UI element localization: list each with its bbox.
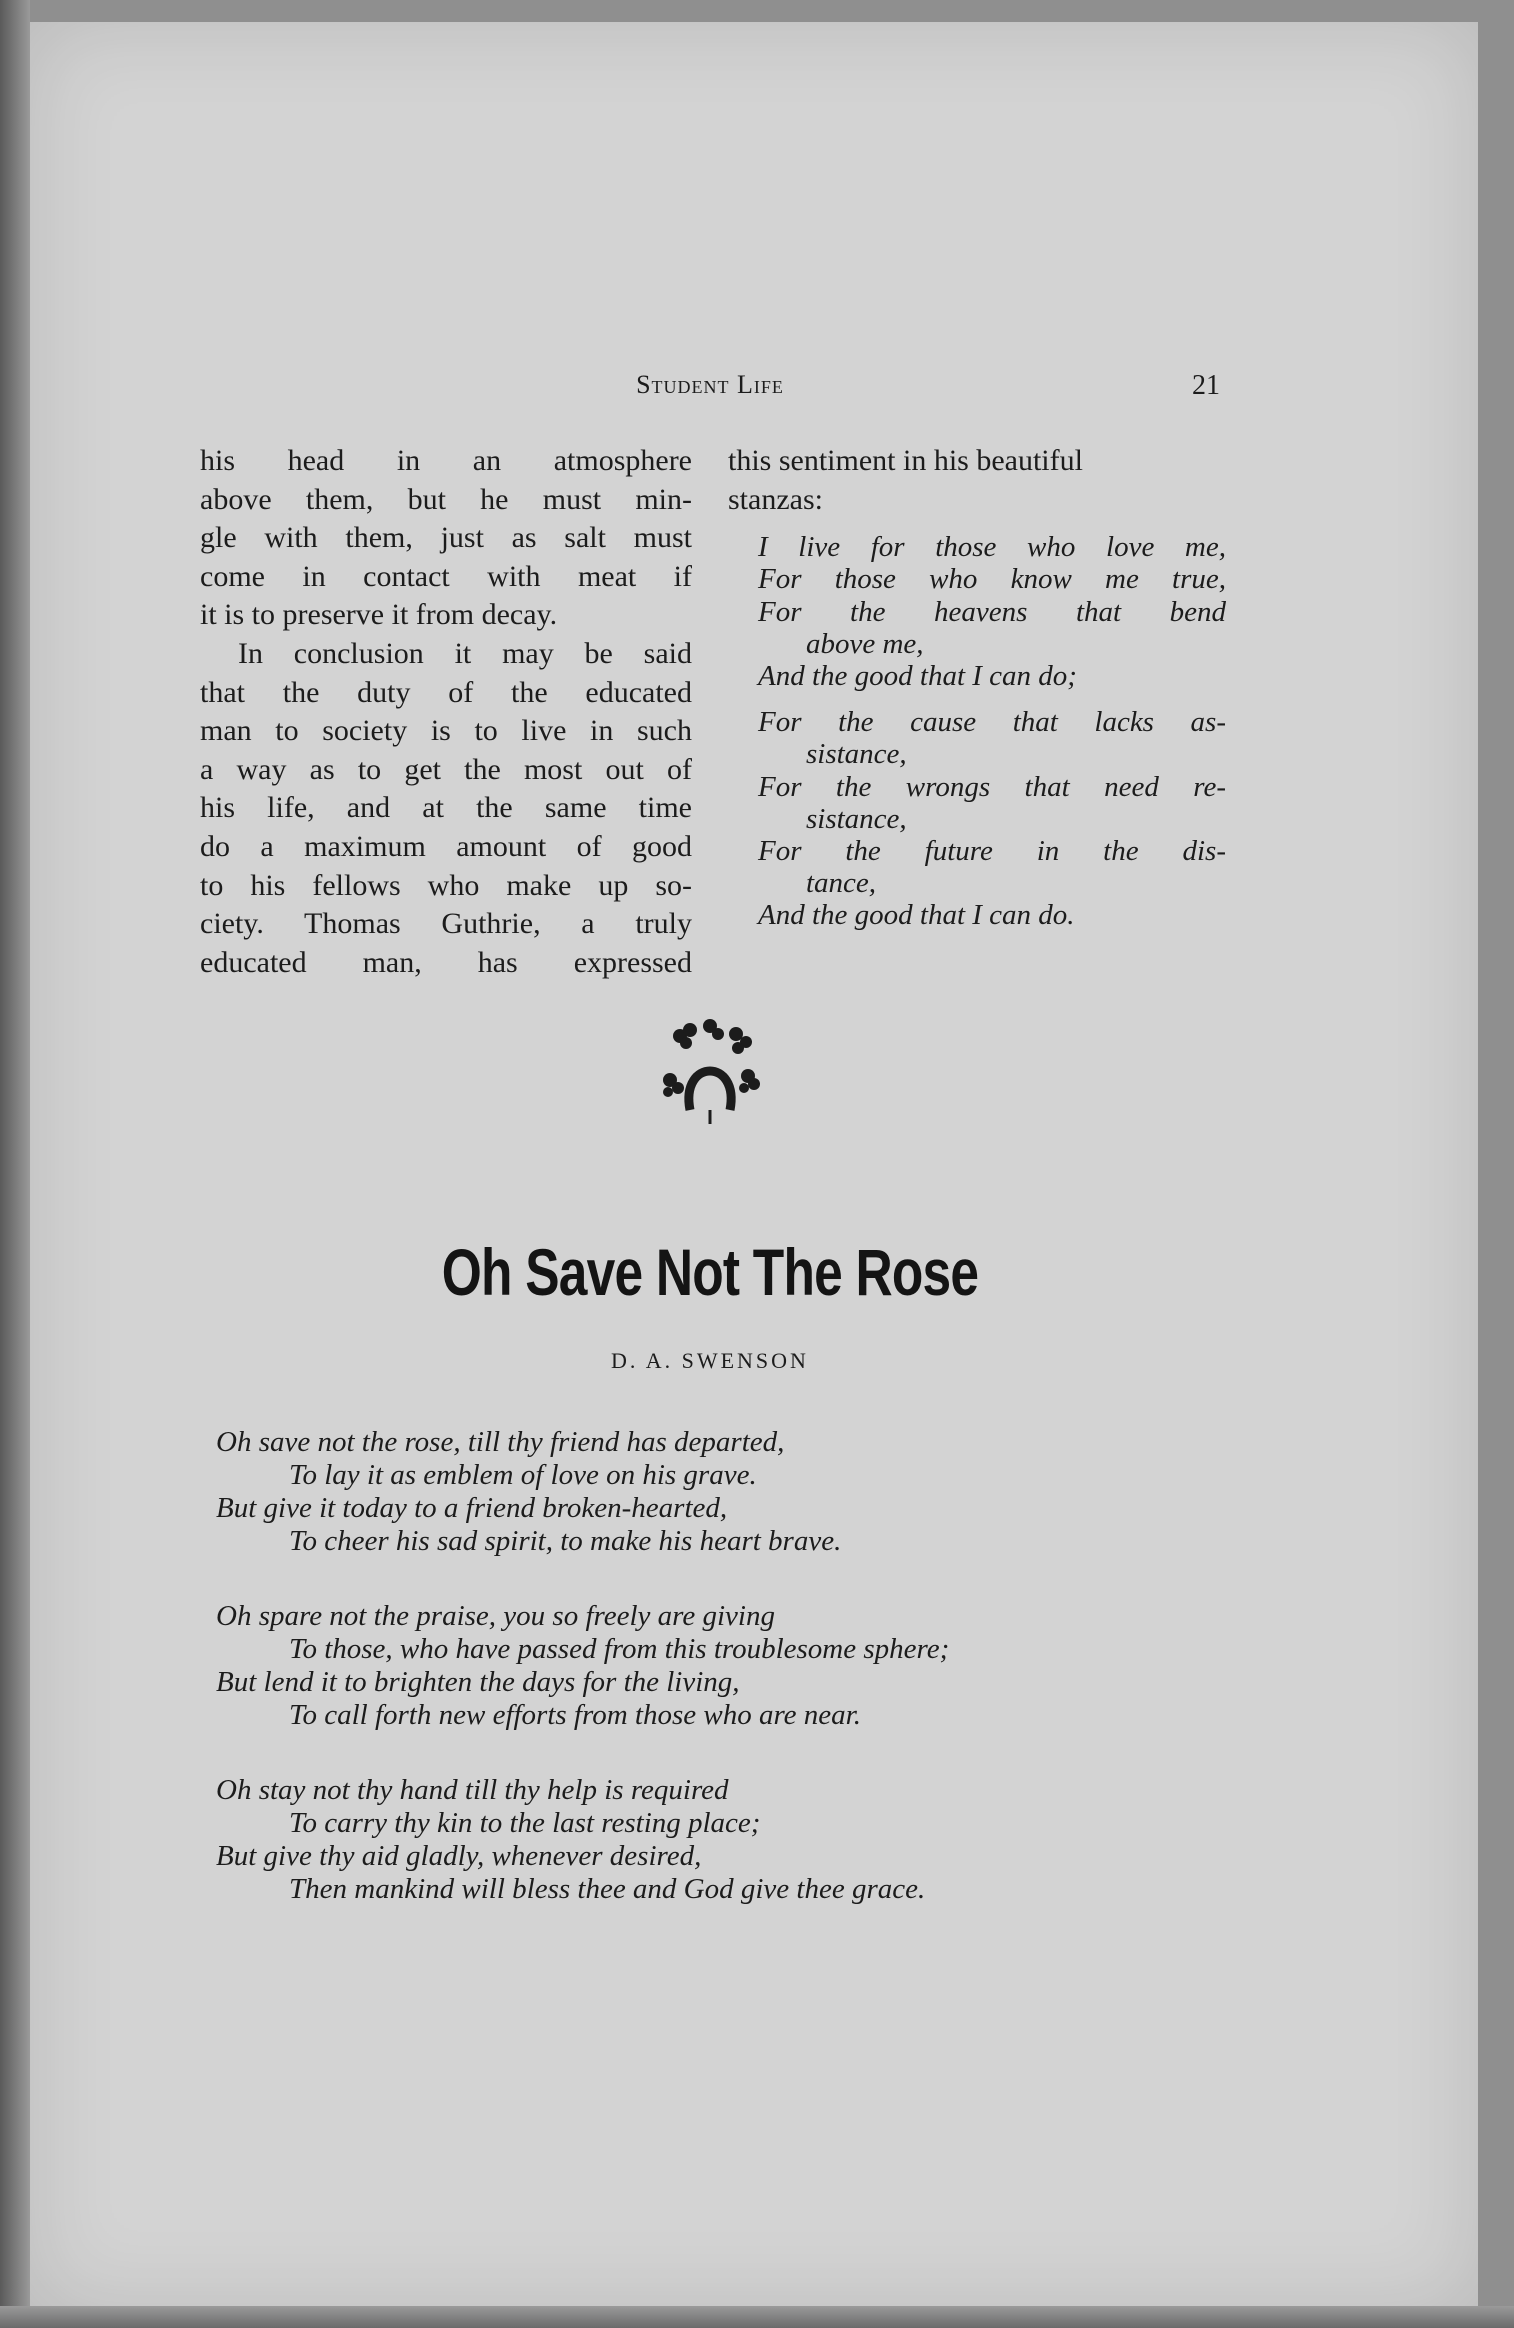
verse-line: But lend it to brighten the days for the living, (216, 1666, 740, 1698)
verse-line: Oh save not the rose, till thy friend has departed, (216, 1426, 785, 1458)
poem-body (216, 1426, 1216, 1948)
verse-line: Oh spare not the praise, you so freely are giving (216, 1600, 775, 1632)
text-line: In conclusion it may be said (238, 636, 692, 670)
stanza-line: tance, (806, 867, 877, 900)
text-line: educated man, has expressed (200, 945, 692, 979)
text-line: his head in an atmosphere (200, 444, 692, 477)
verse-line: To carry thy kin to the last resting place; (289, 1807, 761, 1839)
running-header (200, 370, 1220, 410)
verse-line: To those, who have passed from this troublesome sphere; (289, 1633, 950, 1665)
verse-line: But give it today to a friend broken-hearted, (216, 1492, 728, 1524)
poem-verse-1 (216, 1426, 1216, 1558)
scan-edge-left (0, 0, 30, 2328)
text-line: come in contact with meat if (200, 559, 692, 593)
text-line: it is to preserve it from decay. (200, 598, 558, 632)
intro-text (728, 442, 1226, 519)
verse-line: To lay it as emblem of love on his grave. (289, 1459, 757, 1491)
text-line: stanzas: (728, 482, 823, 516)
stanza-line: sistance, (806, 738, 907, 771)
quoted-stanza-1 (758, 531, 1226, 692)
right-column (728, 442, 1226, 946)
poem-author: D. A. SWENSON (611, 1348, 809, 1373)
page-sheet (30, 22, 1478, 2312)
text-line: a way as to get the most out of (200, 752, 692, 786)
verse-line: Oh stay not thy hand till thy help is required (216, 1774, 729, 1806)
text-line: this sentiment in his beautiful (728, 444, 1083, 477)
text-line: above them, but he must min- (200, 482, 692, 516)
verse-line: To cheer his sad spirit, to make his heart brave. (289, 1525, 842, 1557)
stanza-line: I live for those who love me, (758, 531, 1226, 564)
running-title: Student Life (636, 370, 784, 399)
stanza-line: For the wrongs that need re- (758, 770, 1226, 803)
page-number: 21 (1192, 370, 1220, 401)
poem-verse-2 (216, 1600, 1216, 1732)
text-line: man to society is to live in such (200, 714, 692, 748)
text-line: that the duty of the educated (200, 675, 692, 709)
left-column (200, 442, 692, 982)
text-line: to his fellows who make up so- (200, 868, 692, 902)
verse-line: Then mankind will bless thee and God give thee grace. (289, 1873, 926, 1905)
stanza-line: And the good that I can do; (758, 660, 1077, 692)
verse-line: But give thy aid gladly, whenever desired, (216, 1840, 702, 1872)
text-line: gle with them, just as salt must (200, 521, 692, 555)
verse-line: To call forth new efforts from those who are near. (289, 1699, 861, 1731)
clover-horseshoe-ornament-icon (650, 1018, 770, 1128)
stanza-line: sistance, (806, 802, 907, 835)
stanza-line: And the good that I can do. (758, 899, 1075, 932)
stanza-line: For the future in the dis- (758, 835, 1226, 868)
text-line: do a maximum amount of good (200, 829, 692, 863)
stanza-line: above me, (806, 627, 924, 660)
text-line: his life, and at the same time (200, 791, 692, 825)
stanza-line: For the heavens that bend (758, 595, 1226, 628)
poem-verse-3 (216, 1774, 1216, 1906)
scan-edge-bottom (0, 2306, 1514, 2328)
text-line: ciety. Thomas Guthrie, a truly (200, 907, 692, 941)
stanza-line: For those who know me true, (758, 563, 1226, 596)
stanza-line: For the cause that lacks as- (758, 706, 1226, 739)
quoted-stanza-2 (758, 706, 1226, 931)
poem-title: Oh Save Not The Rose (441, 1235, 979, 1309)
